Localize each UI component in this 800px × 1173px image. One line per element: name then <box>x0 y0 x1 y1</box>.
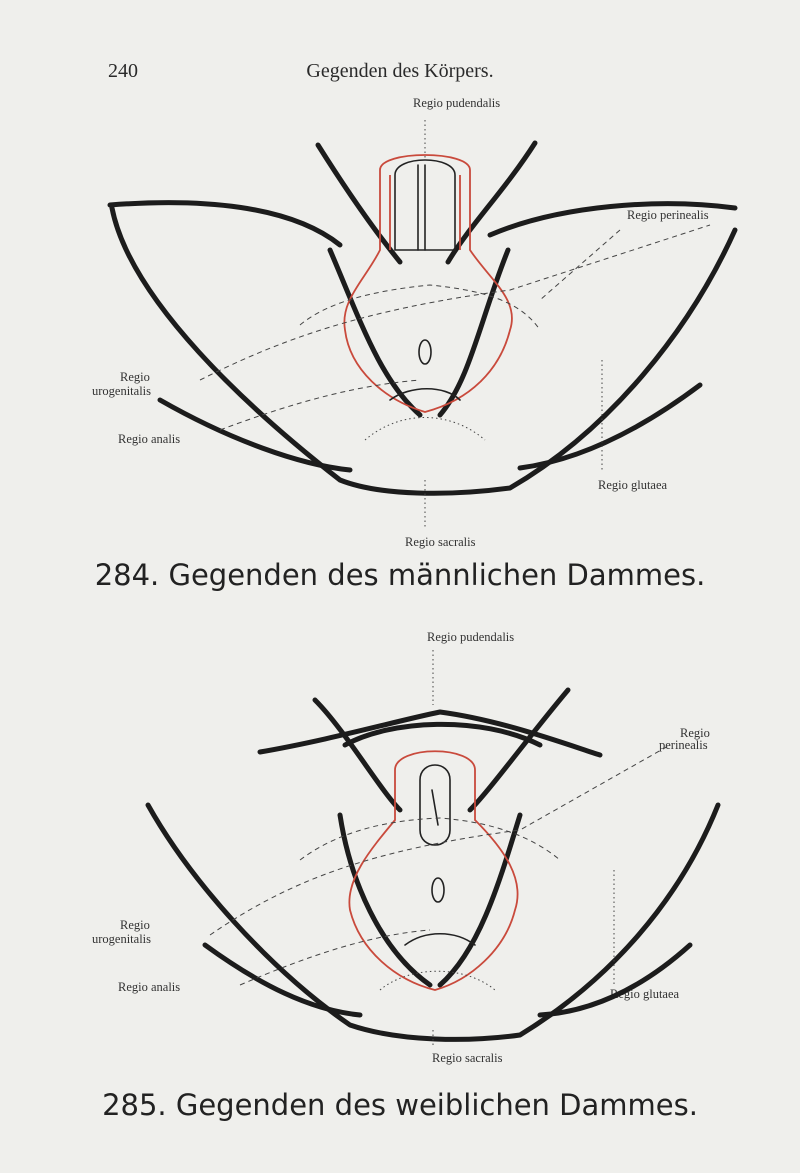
running-head: Gegenden des Körpers. <box>306 60 494 82</box>
label-regio-glutaea-284: Regio glutaea <box>598 478 668 492</box>
label-regio-urogenitalis-285-line1: Regio <box>120 918 150 932</box>
label-regio-perinealis-284: Regio perinealis <box>627 208 709 222</box>
caption-figure-285: 285. Gegenden des weiblichen Dammes. <box>102 1088 698 1122</box>
female-anus <box>405 878 475 945</box>
male-body-outline <box>110 143 735 493</box>
label-regio-perinealis-285-line2: perinealis <box>659 738 708 752</box>
label-regio-sacralis-284: Regio sacralis <box>405 535 476 549</box>
label-regio-analis-284: Regio analis <box>118 432 181 446</box>
label-regio-perinealis-285-line1: Regio <box>680 726 710 740</box>
female-vulva <box>420 765 450 845</box>
label-regio-urogenitalis-284-line1: Regio <box>120 370 150 384</box>
label-regio-sacralis-285: Regio sacralis <box>432 1051 503 1065</box>
page-number: 240 <box>108 60 138 82</box>
male-penis-shaft <box>395 160 455 250</box>
female-body-outline <box>148 690 718 1039</box>
male-red-boundary <box>344 155 512 412</box>
caption-figure-284: 284. Gegenden des männlichen Dammes. <box>94 558 706 592</box>
label-regio-urogenitalis-285-line2: urogenitalis <box>92 932 152 946</box>
label-regio-pudendalis-285: Regio pudendalis <box>427 630 515 644</box>
label-regio-pudendalis-284: Regio pudendalis <box>413 96 501 110</box>
male-perineum-diagram <box>0 110 800 560</box>
label-regio-glutaea-285: Regio glutaea <box>610 987 680 1001</box>
female-perineum-diagram <box>0 645 800 1065</box>
label-regio-urogenitalis-284-line2: urogenitalis <box>92 384 152 398</box>
label-regio-analis-285: Regio analis <box>118 980 181 994</box>
